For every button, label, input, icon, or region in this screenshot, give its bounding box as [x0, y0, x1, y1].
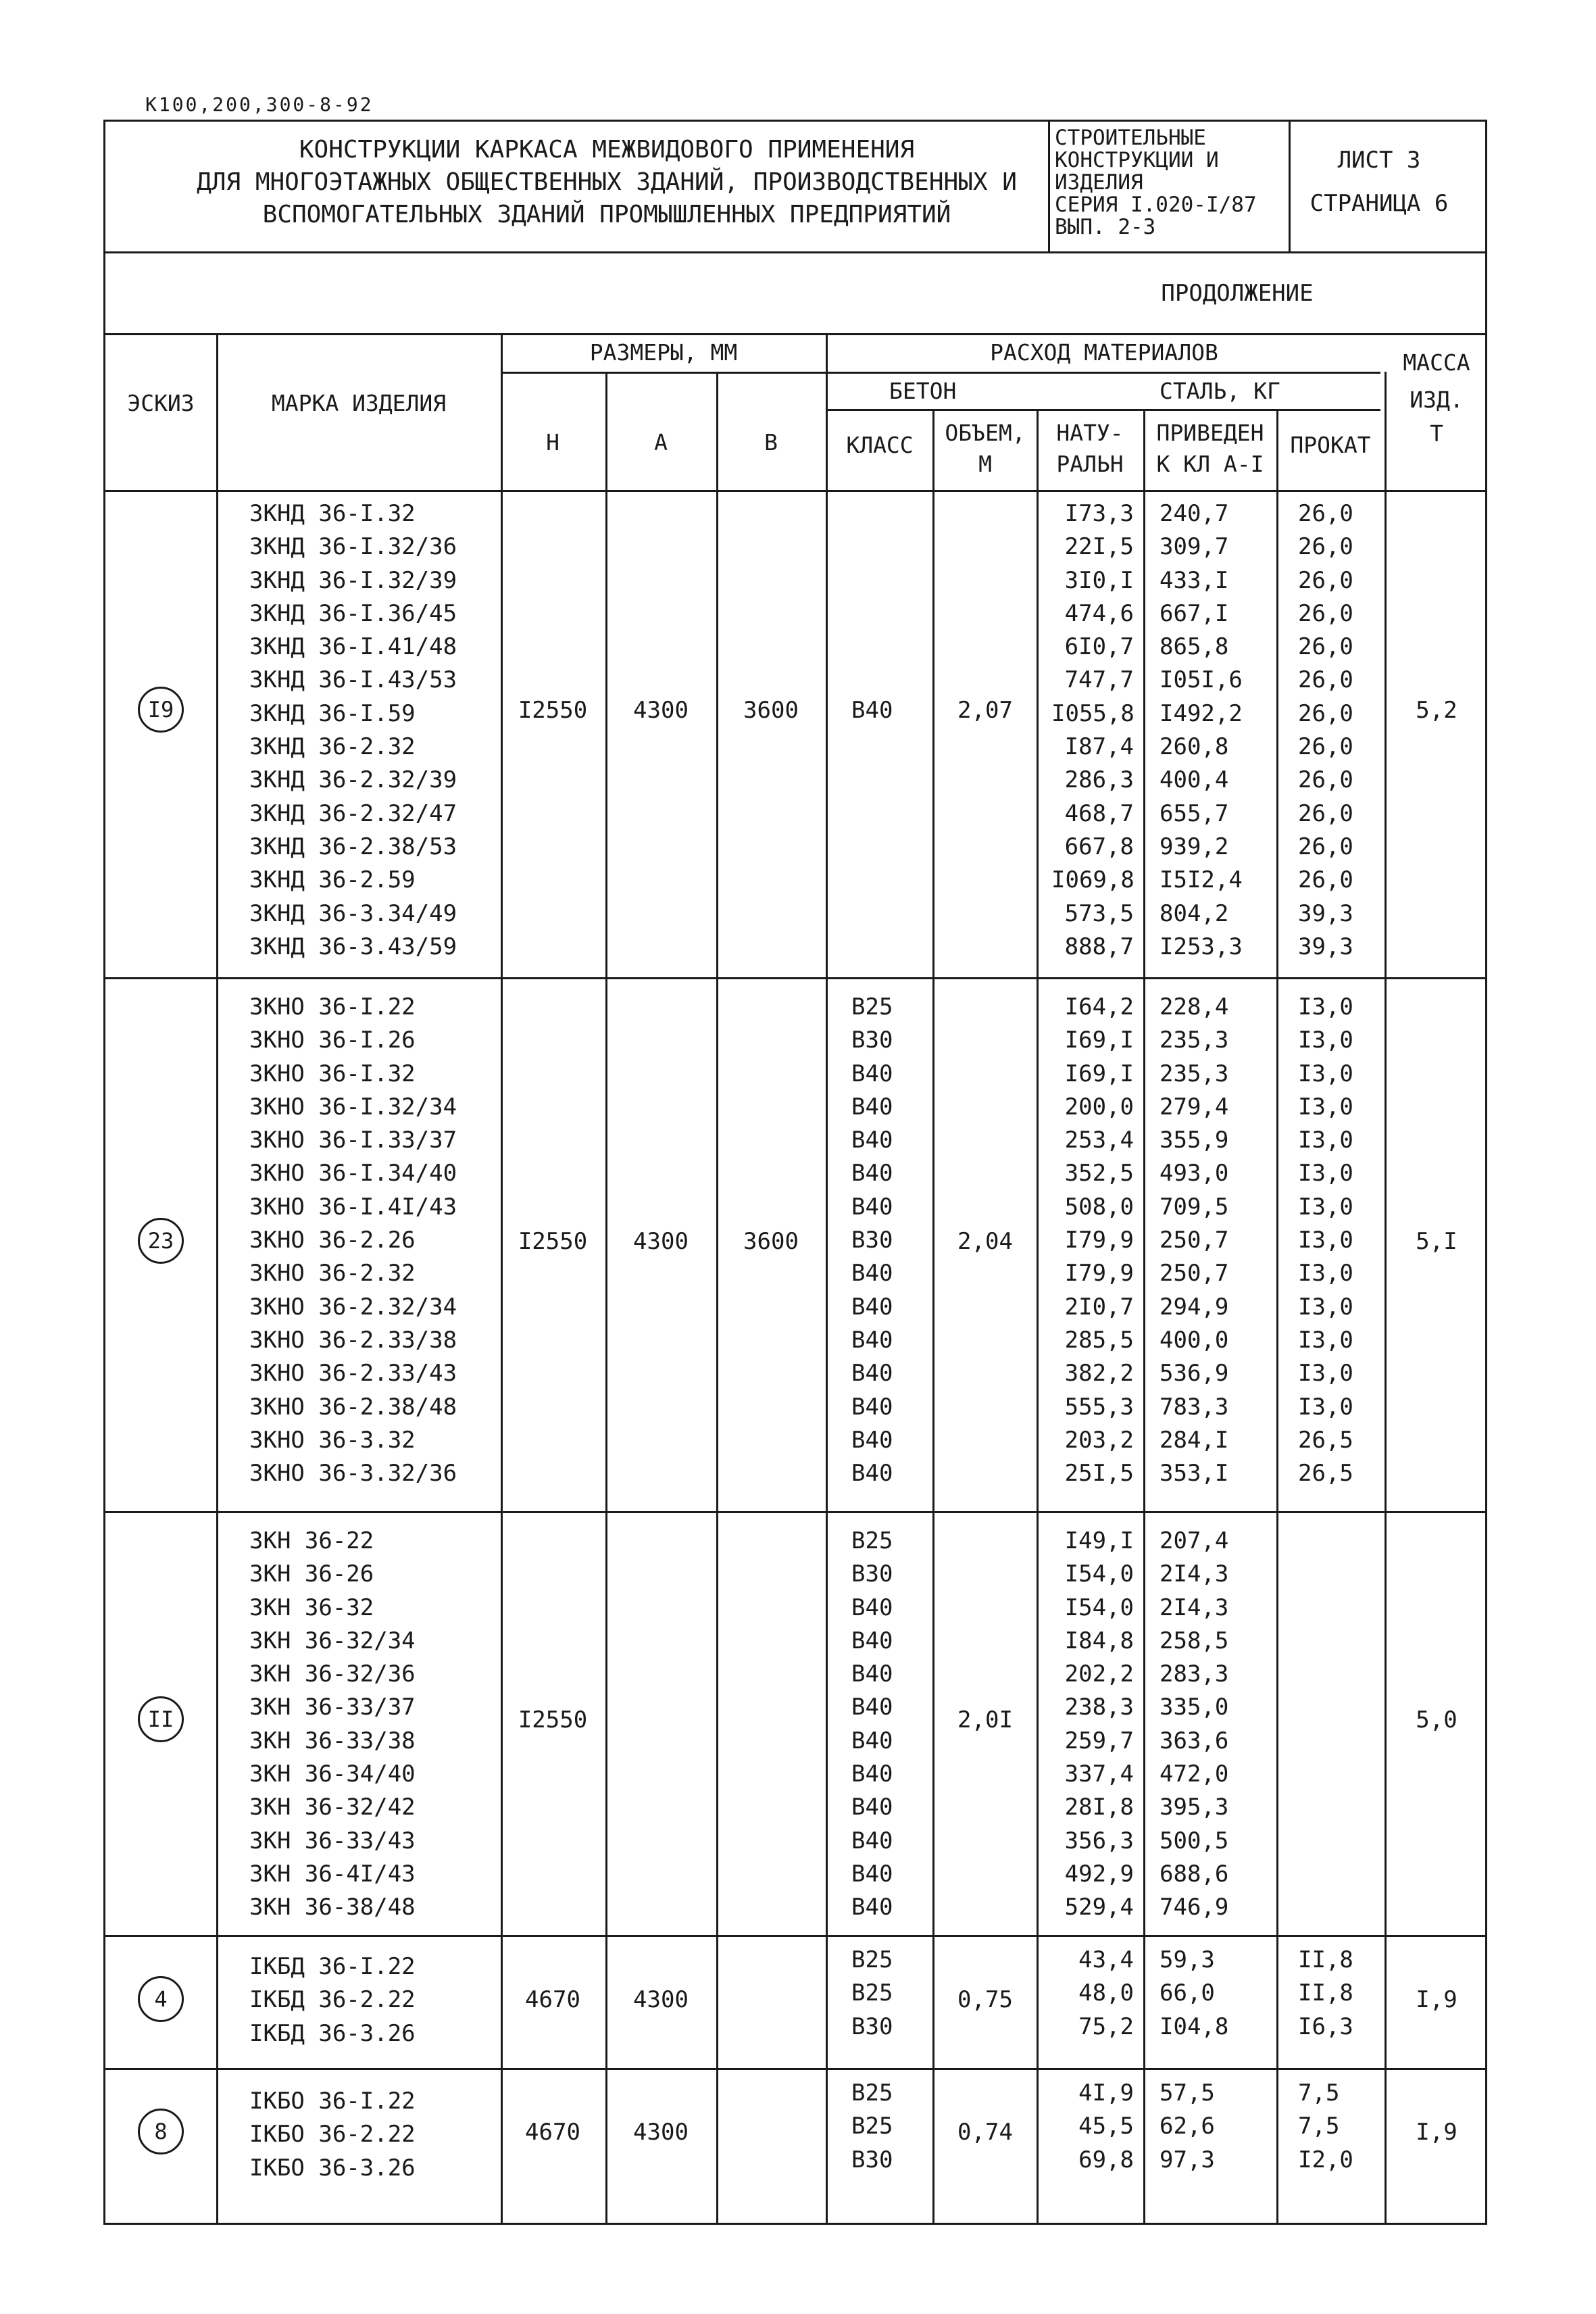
size-a: 4300: [633, 1228, 689, 1255]
header-top-line: [105, 333, 1485, 335]
concrete-volume: 2,04: [957, 1228, 1013, 1255]
concrete-class-list: B25 B25 B30: [851, 1946, 893, 2040]
mass-value: 5,0: [1416, 1706, 1457, 1733]
mark-list: IКБО 36-I.22 IКБО 36-2.22 IКБО 36-3.26: [249, 2088, 416, 2182]
header-steel: СТАЛЬ, КГ: [1159, 378, 1280, 404]
group-line-4: [105, 2068, 1485, 2070]
col-line-b: [826, 333, 828, 2225]
col-line-mark: [501, 333, 503, 2225]
steel-natural-list: I64,2 I69,I I69,I 200,0 253,4 352,5 508,0 I79,9 I79,9 2I0,7 285,5 382,2 555,3 203,2 25I,5: [1064, 993, 1134, 1487]
mark-list: 3КНО 36-I.22 3КНО 36-I.26 3КНО 36-I.32 3КНО 36-I.32/34 3КНО 36-I.33/37 3КНО 36-I.34/40 3КНО 36-I.4I/43 3КНО 36-2.26 3КНО 36-2.32 3КНО 36-2.32/34 3КНО 36-2.33/38 3КНО 36-2.33/43 3КНО 36-2.38/48 3КНО 36-3.32 3КНО 36-3.32/36: [249, 993, 457, 1487]
size-h: 4670: [525, 1986, 580, 2013]
series-line-1: СТРОИТЕЛЬНЫЕ: [1055, 126, 1206, 150]
title-line-3: ВСПОМОГАТЕЛЬНЫХ ЗДАНИЙ ПРОМЫШЛЕННЫХ ПРЕДПРИЯТИЙ: [262, 201, 951, 228]
size-a: 4300: [633, 2119, 689, 2146]
header-reduced-2: К КЛ А-I: [1156, 451, 1264, 477]
steel-natural-list: 43,4 48,0 75,2: [1078, 1946, 1134, 2040]
concrete-class: B40: [851, 697, 893, 724]
size-a: 4300: [633, 697, 689, 724]
col-line-natural: [1143, 409, 1145, 2225]
header-mass: МАССА: [1403, 349, 1470, 376]
size-h: I2550: [518, 1706, 588, 1733]
col-line-reduced: [1276, 409, 1278, 2225]
steel-rolled-list: II,8 II,8 I6,3: [1298, 1946, 1353, 2040]
series-line-3: ИЗДЕЛИЯ: [1055, 170, 1143, 195]
title-divider-1: [1048, 122, 1050, 251]
concrete-class-list: B25 B25 B30: [851, 2079, 893, 2173]
size-h: 4670: [525, 2119, 580, 2146]
concrete-volume: 2,07: [957, 697, 1013, 724]
size-a: 4300: [633, 1986, 689, 2013]
steel-reduced-list: 228,4 235,3 235,3 279,4 355,9 493,0 709,5 250,7 250,7 294,9 400,0 536,9 783,3 284,I 353,I: [1159, 993, 1229, 1487]
steel-reduced-list: 240,7 309,7 433,I 667,I 865,8 I05I,6 I492,2 260,8 400,4 655,7 939,2 I5I2,4 804,2 I253,3: [1159, 500, 1243, 960]
steel-rolled-list: I3,0 I3,0 I3,0 I3,0 I3,0 I3,0 I3,0 I3,0 I3,0 I3,0 I3,0 I3,0 I3,0 26,5 26,5: [1298, 993, 1353, 1487]
steel-rolled-list: 7,5 7,5 I2,0: [1298, 2079, 1353, 2173]
header-volume: ОБЪЕМ,: [945, 420, 1026, 446]
header-rolled: ПРОКАТ: [1290, 432, 1371, 458]
continuation-label: ПРОДОЛЖЕНИЕ: [1161, 280, 1314, 307]
header-sizes: РАЗМЕРЫ, ММ: [589, 339, 738, 366]
sketch-circle: 8: [138, 2109, 184, 2155]
col-line-sketch: [216, 333, 218, 2225]
title-bottom-line: [105, 251, 1485, 253]
col-line-a: [716, 372, 718, 2225]
concrete-class-list: B25 B30 B40 B40 B40 B40 B40 B40 B40 B40 B40 B40: [851, 1527, 893, 1921]
header-reduced: ПРИВЕДЕН: [1156, 420, 1264, 446]
series-line-2: КОНСТРУКЦИИ И: [1055, 148, 1219, 172]
document-frame: [103, 120, 1487, 2225]
series-line-4: СЕРИЯ I.020-I/87: [1055, 193, 1257, 217]
group-line-2: [105, 1511, 1485, 1513]
header-materials: РАСХОД МАТЕРИАЛОВ: [990, 339, 1218, 366]
mass-value: I,9: [1416, 2119, 1457, 2146]
mass-value: 5,2: [1416, 697, 1457, 724]
header-h: H: [546, 429, 559, 456]
header-natural-2: РАЛЬН: [1056, 451, 1124, 477]
header-volume-unit: М: [978, 451, 992, 477]
size-h: I2550: [518, 1228, 588, 1255]
mass-value: 5,I: [1416, 1228, 1457, 1255]
document-code: K100,200,300-8-92: [145, 93, 374, 116]
title-line-1: КОНСТРУКЦИИ КАРКАСА МЕЖВИДОВОГО ПРИМЕНЕНИЯ: [299, 136, 915, 164]
col-line-rolled: [1385, 372, 1387, 2225]
steel-reduced-list: 207,4 2I4,3 2I4,3 258,5 283,3 335,0 363,6 472,0 395,3 500,5 688,6 746,9: [1159, 1527, 1229, 1921]
header-concrete: БЕТОН: [889, 378, 957, 404]
steel-rolled-list: 26,0 26,0 26,0 26,0 26,0 26,0 26,0 26,0 26,0 26,0 26,0 26,0 39,3 39,3: [1298, 500, 1353, 960]
col-line-volume: [1037, 409, 1039, 2225]
sketch-circle: I9: [138, 687, 184, 733]
header-natural: НАТУ-: [1056, 420, 1124, 446]
steel-natural-list: I73,3 22I,5 3I0,I 474,6 6I0,7 747,7 I055,8 I87,4 286,3 468,7 667,8 I069,8 573,5 888,7: [1051, 500, 1134, 960]
concrete-volume: 0,75: [957, 1986, 1013, 2013]
header-class: КЛАСС: [846, 432, 914, 458]
group-line-3: [105, 1935, 1485, 1937]
sketch-circle: II: [138, 1696, 184, 1742]
series-line-5: ВЫП. 2-3: [1055, 215, 1156, 239]
header-mass-3: Т: [1430, 420, 1443, 447]
concrete-volume: 2,0I: [957, 1706, 1013, 1733]
header-line-concrete: [826, 409, 1380, 411]
sheet-number: ЛИСТ 3: [1337, 147, 1421, 174]
mark-list: 3КН 36-22 3КН 36-26 3КН 36-32 3КН 36-32/34 3КН 36-32/36 3КН 36-33/37 3КН 36-33/38 3КН 36-34/40 3КН 36-32/42 3КН 36-33/43 3КН 36-4I/43 3КН 36-38/48: [249, 1527, 416, 1921]
header-sketch: ЭСКИЗ: [127, 390, 195, 416]
group-line-1: [105, 977, 1485, 979]
steel-reduced-list: 57,5 62,6 97,3: [1159, 2079, 1215, 2173]
mark-list: IКБД 36-I.22 IКБД 36-2.22 IКБД 36-3.26: [249, 1953, 416, 2047]
mass-value: I,9: [1416, 1986, 1457, 2013]
header-mass-2: ИЗД.: [1410, 387, 1464, 413]
col-line-h: [605, 372, 607, 2225]
title-divider-2: [1289, 122, 1291, 251]
header-mark: МАРКА ИЗДЕЛИЯ: [271, 390, 447, 416]
steel-natural-list: I49,I I54,0 I54,0 I84,8 202,2 238,3 259,7 337,4 28I,8 356,3 492,9 529,4: [1064, 1527, 1134, 1921]
concrete-volume: 0,74: [957, 2119, 1013, 2146]
concrete-class-list: B25 B30 B40 B40 B40 B40 B40 B30 B40 B40 B40 B40 B40 B40 B40: [851, 993, 893, 1487]
size-b: 3600: [743, 1228, 799, 1255]
sketch-circle: 4: [138, 1976, 184, 2022]
header-bottom-line: [105, 490, 1485, 492]
col-line-class: [932, 409, 934, 2225]
header-a: A: [654, 429, 668, 456]
size-h: I2550: [518, 697, 588, 724]
page-number: СТРАНИЦА 6: [1310, 190, 1449, 217]
header-b: B: [764, 429, 778, 456]
title-line-2: ДЛЯ МНОГОЭТАЖНЫХ ОБЩЕСТВЕННЫХ ЗДАНИЙ, ПРОИЗВОДСТВЕННЫХ И: [197, 168, 1017, 196]
steel-natural-list: 4I,9 45,5 69,8: [1078, 2079, 1134, 2173]
steel-reduced-list: 59,3 66,0 I04,8: [1159, 1946, 1229, 2040]
header-line-sizes: [501, 372, 1380, 374]
sketch-circle: 23: [138, 1218, 184, 1264]
mark-list: 3КНД 36-I.32 3КНД 36-I.32/36 3КНД 36-I.32/39 3КНД 36-I.36/45 3КНД 36-I.41/48 3КНД 36-I.43/53 3КНД 36-I.59 3КНД 36-2.32 3КНД 36-2.32/39 3КНД 36-2.32/47 3КНД 36-2.38/53 3КНД 36-2.59 3КНД 36-3.34/49 3КНД 36-3.43/59: [249, 500, 457, 960]
size-b: 3600: [743, 697, 799, 724]
